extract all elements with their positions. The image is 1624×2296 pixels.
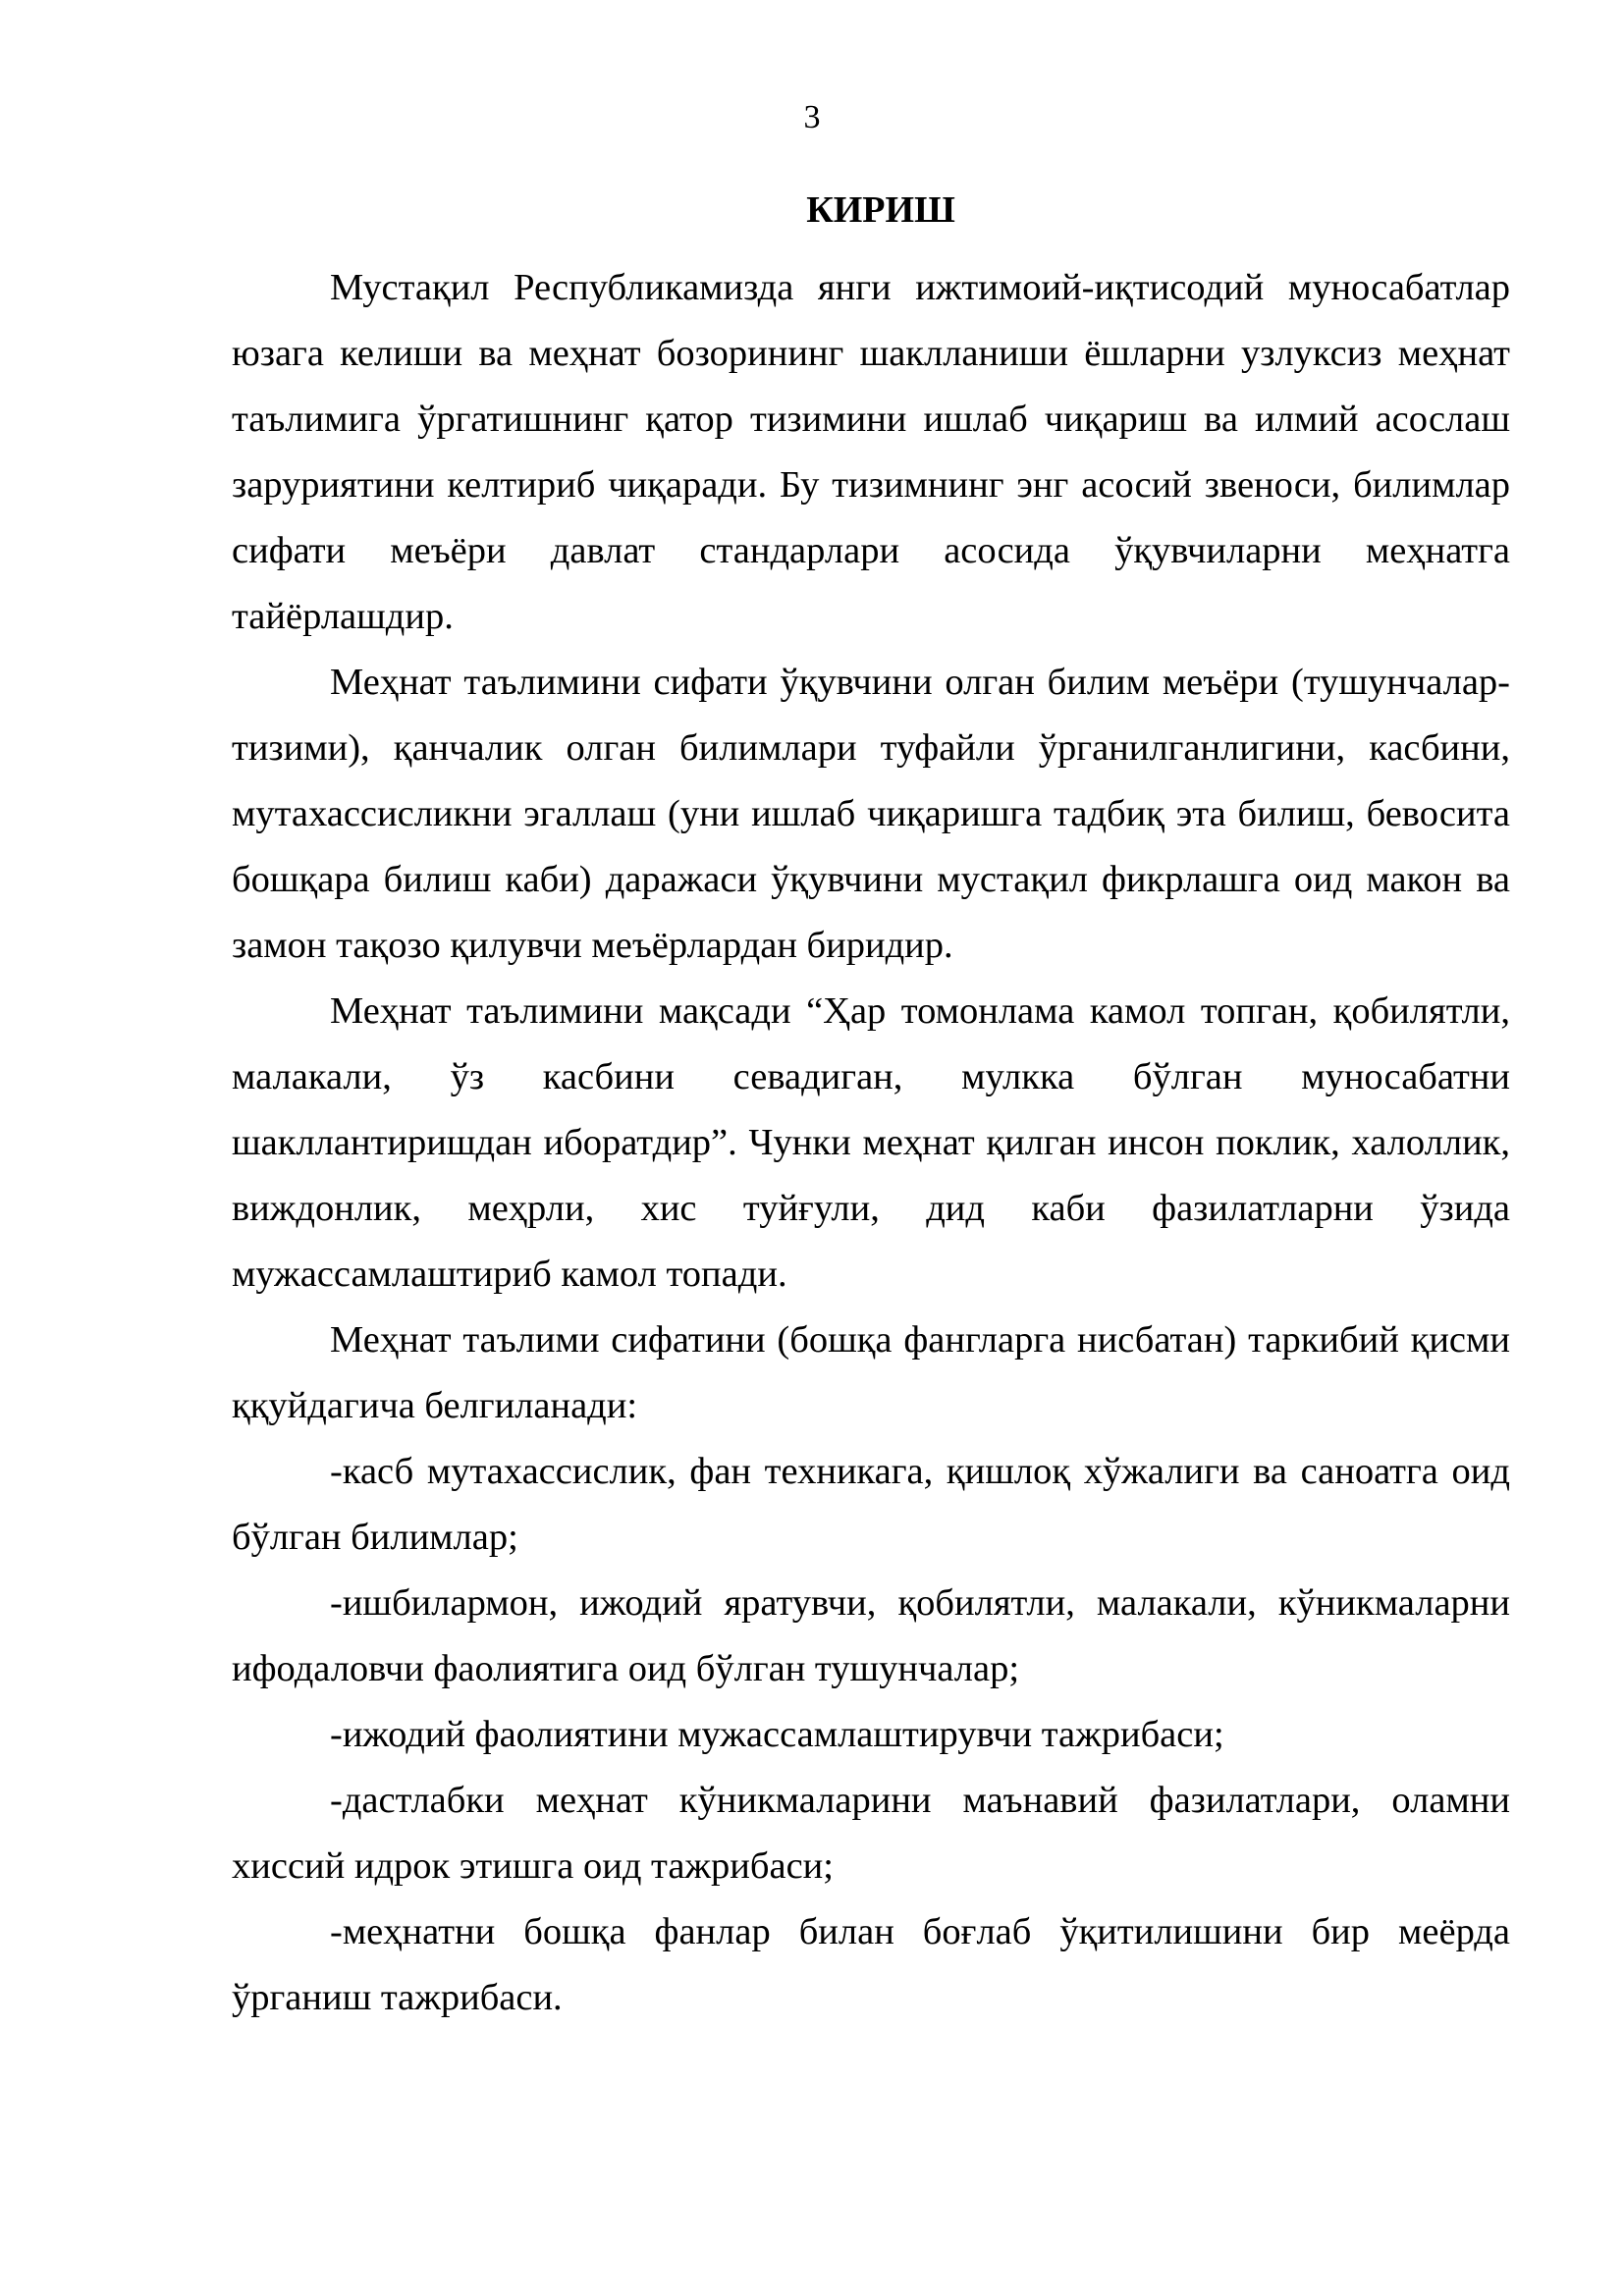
paragraph-components: Меҳнат таълими сифатини (бошқа фангларга нисбатан) таркибий қисми ққуйдагича белгиланади: [232, 1319, 1510, 1426]
list-item-skills-concepts: -ишбилармон, ижодий яратувчи, қобилятли, малакали, кўникмаларни ифодаловчи фаолиятига оид бўлган тушунчалар; [232, 1582, 1510, 1689]
paragraph-intro: Мустақил Республикамизда янги ижтимоий-иқтисодий муносабатлар юзага келиши ва меҳнат бозорининг шаклланиши ёшларни узлуксиз меҳнат таълимига ўргатишнинг қатор тизимини ишлаб чиқариш ва илмий асослаш заруриятини келтириб чиқаради. Бу тизимнинг энг асосий звеноси, билимлар сифати меъёри давлат стандарлари асосида ўқувчиларни меҳнатга тайёрлашдир. [232, 267, 1510, 637]
list-item-interdisciplinary: -меҳнатни бошқа фанлар билан боғлаб ўқитилишини бир меёрда ўрганиш тажрибаси. [232, 1911, 1510, 2018]
paragraph-goal: Меҳнат таълимини мақсади “Ҳар томонлама камол топган, қобилятли, малакали, ўз касбини севадиган, мулкка бўлган муносабатни шакллантиришдан иборатдир”. Чунки меҳнат қилган инсон поклик, халоллик, виждонлик, меҳрли, хис туйғули, дид каби фазилатларни ўзида мужассамлаштириб камол топади. [232, 990, 1510, 1295]
list-item-creative-experience: -ижодий фаолиятини мужассамлаштирувчи тажрибаси; [330, 1714, 1224, 1755]
document-body [232, 187, 1510, 2031]
list-item-initial-skills: -дастлабки меҳнат кўникмаларини маънавий фазилатлари, оламни хиссий идрок этишга оид тажрибаси; [232, 1780, 1510, 1887]
paragraph-quality: Меҳнат таълимини сифати ўқувчини олган билим меъёри (тушунчалар-тизими), қанчалик олган билимлари туфайли ўрганилганлигини, касбини, мутахассисликни эгаллаш (уни ишлаб чиқаришга тадбиқ эта билиш, бевосита бошқара билиш каби) даражаси ўқувчини мустақил фикрлашга оид макон ва замон тақозо қилувчи меъёрлардан биридир. [232, 662, 1510, 966]
page-number: 3 [803, 99, 821, 135]
list-item-profession-knowledge: -касб мутахассислик, фан техникага, қишлоқ хўжалиги ва саноатга оид бўлган билимлар; [232, 1451, 1510, 1558]
section-title: КИРИШ [806, 189, 955, 231]
